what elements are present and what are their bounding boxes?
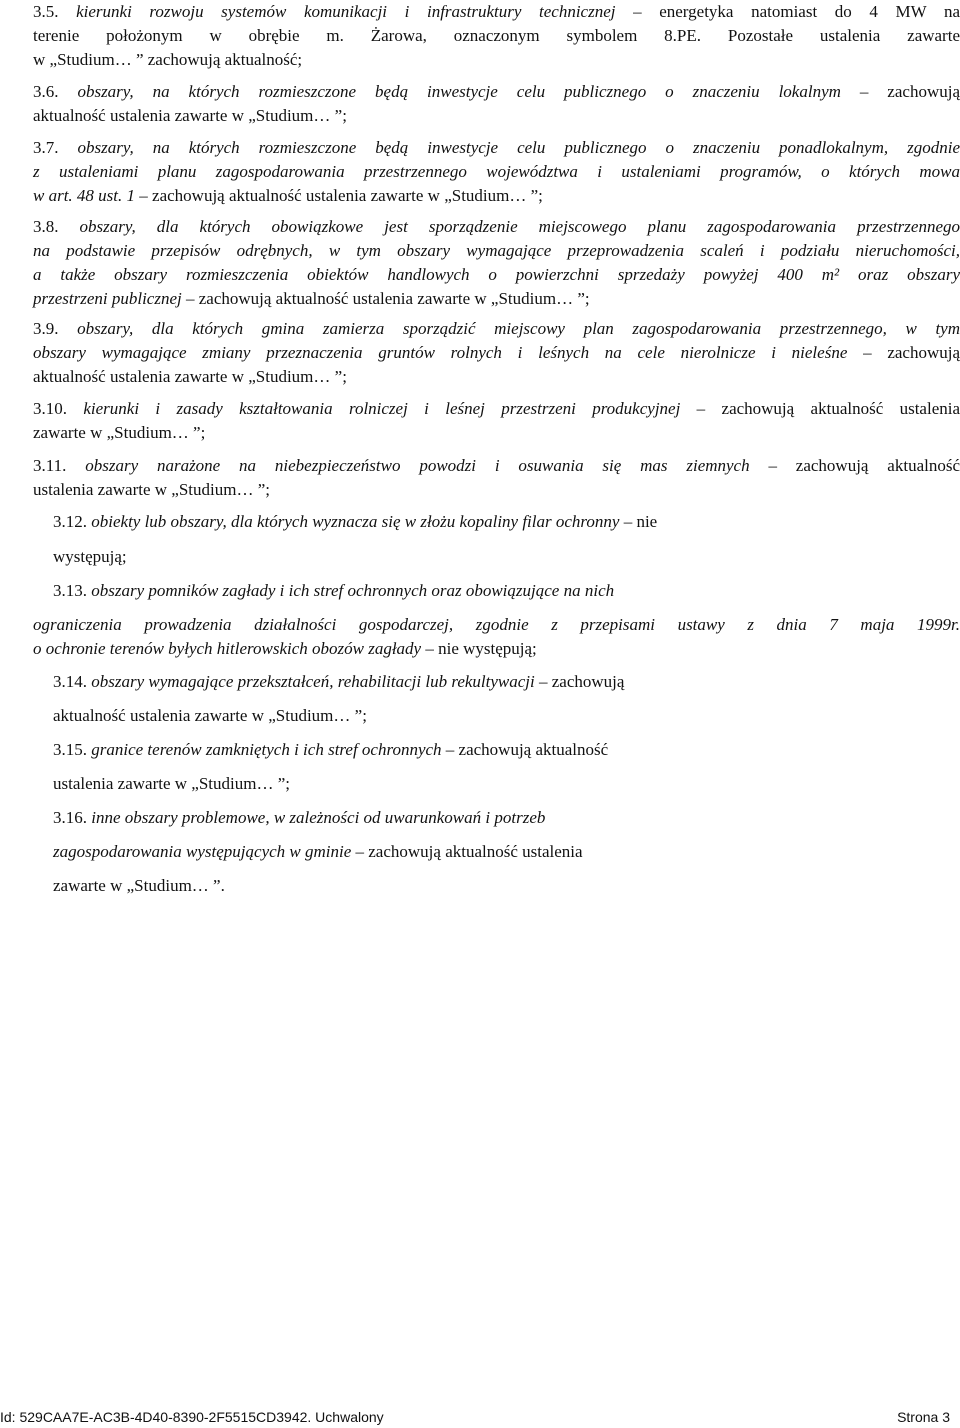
item-text: aktualność ustalenia zawarte w „Studium… ”; — [33, 367, 347, 386]
item-heading: kierunki i zasady kształtowania rolniczej i leśnej przestrzeni produkcyjnej — [83, 399, 681, 418]
paragraph-3-16-line-3: zawarte w „Studium… ”. — [53, 876, 225, 895]
item-heading: a także obszary rozmieszczenia obiektów handlowych o powierzchni sprzedaży powyżej 400 m² oraz obszary — [33, 265, 960, 284]
item-heading: inne obszary problemowe, w zależności od uwarunkowań i potrzeb — [91, 808, 546, 827]
item-heading: przestrzeni publicznej — [33, 289, 182, 308]
paragraph-3-14-line-2: aktualność ustalenia zawarte w „Studium… ”; — [53, 706, 367, 725]
paragraph-3-8 — [33, 215, 960, 311]
item-heading: ograniczenia prowadzenia działalności gospodarczej, zgodnie z przepisami ustawy z dnia 7 maja 1999r. — [33, 615, 960, 634]
item-text: – zachowują aktualność ustalenia — [355, 842, 583, 861]
item-heading: obszary, na których rozmieszczone będą inwestycje celu publicznego o znaczeniu ponadlokalnym, zgodnie — [77, 138, 960, 157]
item-heading: obszary wymagające zmiany przeznaczenia gruntów rolnych i leśnych na cele nierolnicze i nieleśne — [33, 343, 848, 362]
document-id: Id: 529CAA7E-AC3B-4D40-8390-2F5515CD3942. Uchwalony — [0, 1409, 384, 1425]
item-heading: w art. 48 ust. 1 — [33, 186, 136, 205]
item-number: 3.7. — [33, 138, 59, 157]
paragraph-3-13 — [33, 613, 960, 661]
item-text: – nie — [623, 512, 658, 531]
item-heading: granice terenów zamkniętych i ich stref ochronnych — [91, 740, 442, 759]
paragraph-3-12-line-2: występują; — [53, 547, 127, 566]
item-text: terenie położonym w obrębie m. Żarowa, oznaczonym symbolem 8.PE. Pozostałe ustalenia zawarte — [33, 26, 960, 45]
item-text: – zachowują — [863, 343, 960, 362]
paragraph-3-13-line-1 — [53, 579, 614, 603]
item-text: – zachowują aktualność — [768, 456, 960, 475]
item-number: 3.15. — [53, 740, 87, 759]
item-heading: obszary, dla których obowiązkowe jest sporządzenie miejscowego planu zagospodarowania przestrzennego — [79, 217, 960, 236]
paragraph-3-12-line-1 — [53, 510, 657, 534]
item-heading: z ustaleniami planu zagospodarowania przestrzennego województwa i ustaleniami programów, o których mowa — [33, 162, 960, 181]
paragraph-3-16-line-1 — [53, 806, 545, 830]
item-heading: kierunki rozwoju systemów komunikacji i infrastruktury technicznej — [76, 2, 616, 21]
item-number: 3.12. — [53, 512, 87, 531]
item-number: 3.8. — [33, 217, 59, 236]
paragraph-3-15-line-1 — [53, 738, 608, 762]
item-text: aktualność ustalenia zawarte w „Studium… ”; — [33, 106, 347, 125]
item-heading: o ochronie terenów byłych hitlerowskich obozów zagłady — [33, 639, 422, 658]
item-text: – zachowują — [859, 82, 960, 101]
item-heading: na podstawie przepisów odrębnych, w tym obszary wymagające przeprowadzenia scaleń i podziału nieruchomości, — [33, 241, 960, 260]
item-text: – nie występują; — [425, 639, 537, 658]
paragraph-3-14-line-1 — [53, 670, 624, 694]
item-number: 3.6. — [33, 82, 59, 101]
item-heading: obszary narażone na niebezpieczeństwo powodzi i osuwania się mas ziemnych — [85, 456, 750, 475]
paragraph-3-10 — [33, 397, 960, 445]
item-text: – zachowują — [539, 672, 625, 691]
item-text: ustalenia zawarte w „Studium… ”; — [33, 480, 270, 499]
item-heading: obszary pomników zagłady i ich stref ochronnych oraz obowiązujące na nich — [91, 581, 615, 600]
item-text: – zachowują aktualność — [445, 740, 609, 759]
item-heading: obiekty lub obszary, dla których wyznacza się w złożu kopaliny filar ochronny — [91, 512, 620, 531]
item-text: w „Studium… ” zachowują aktualność; — [33, 50, 303, 69]
item-number: 3.9. — [33, 319, 59, 338]
item-text: – zachowują aktualność ustalenia zawarte w „Studium… ”; — [186, 289, 590, 308]
item-number: 3.13. — [53, 581, 87, 600]
item-text: – zachowują aktualność ustalenia — [696, 399, 960, 418]
item-heading: zagospodarowania występujących w gminie — [53, 842, 352, 861]
page-number: Strona 3 — [897, 1409, 950, 1425]
item-number: 3.11. — [33, 456, 67, 475]
paragraph-3-9 — [33, 317, 960, 389]
item-text: – zachowują aktualność ustalenia zawarte w „Studium… ”; — [139, 186, 543, 205]
paragraph-3-16-line-2 — [53, 840, 583, 864]
paragraph-3-11 — [33, 454, 960, 502]
item-number: 3.16. — [53, 808, 87, 827]
page-footer — [0, 1406, 960, 1428]
item-text: – energetyka natomiast do 4 MW na — [633, 2, 960, 21]
item-number: 3.10. — [33, 399, 67, 418]
item-heading: obszary wymagające przekształceń, rehabilitacji lub rekultywacji — [91, 672, 535, 691]
paragraph-3-7 — [33, 136, 960, 208]
item-heading: obszary, na których rozmieszczone będą inwestycje celu publicznego o znaczeniu lokalnym — [77, 82, 841, 101]
paragraph-3-6 — [33, 80, 960, 128]
item-heading: obszary, dla których gmina zamierza sporządzić miejscowy plan zagospodarowania przestrzennego, w tym — [77, 319, 960, 338]
item-number: 3.5. — [33, 2, 59, 21]
paragraph-3-5 — [33, 0, 960, 72]
item-number: 3.14. — [53, 672, 87, 691]
item-text: zawarte w „Studium… ”; — [33, 423, 206, 442]
paragraph-3-15-line-2: ustalenia zawarte w „Studium… ”; — [53, 774, 290, 793]
